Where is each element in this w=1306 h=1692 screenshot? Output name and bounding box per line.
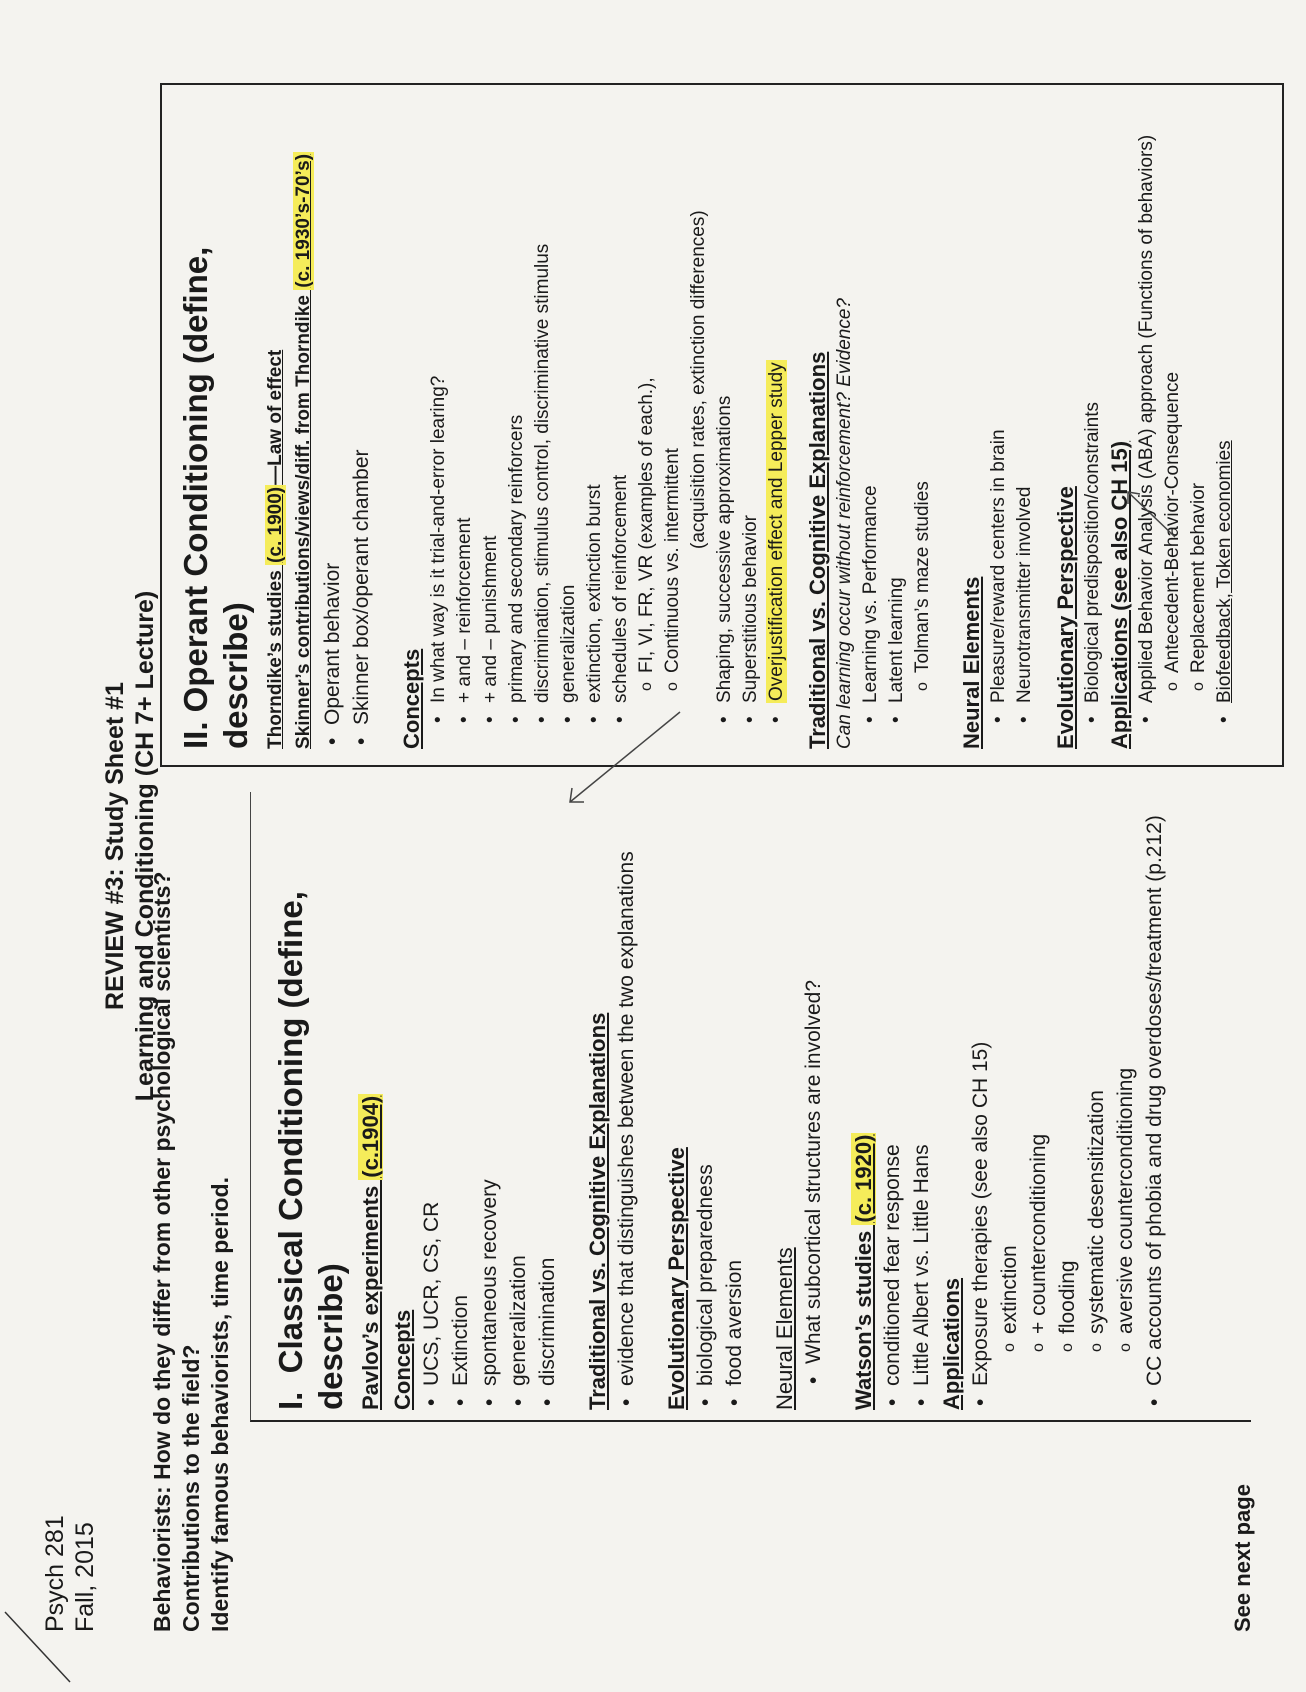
cc-accounts-item: • CC accounts of phobia and drug overdoses/treatment (p.212) [1140,800,1169,1410]
operant-concept: • extinction, extinction burst [582,99,608,727]
skinner-date: (c. 1930’s-70’s) [293,153,314,288]
question-1: Behaviorists: How do they differ from other psychological scientists? [149,871,175,1632]
classical-conditioning-box [250,792,1251,1422]
classical-concepts-heading: Concepts [390,1309,415,1410]
sheet-subtitle: Learning and Conditioning (CH 7+ Lecture) [131,590,159,1102]
operant-concept: • In what way is it trial-and-error learing? [426,99,452,727]
aba-subitem: o Antecedent-Behavior-Consequence [1160,99,1186,697]
thorndike-date: (c. 1900) [265,486,286,563]
pavlov-heading [357,800,385,1410]
pavlov-date: (c.1904) [358,1095,383,1178]
biofeedback-item: • Biofeedback, Token economies [1212,99,1238,727]
exposure-subitem: o systematic desensitization [1082,800,1111,1358]
evo-item: • biological preparedness [691,800,720,1410]
operant-apps-heading: Applications (see also CH 15) [1107,440,1132,749]
concept-item: • UCS, UCR, CS, CR [417,800,446,1410]
operant-more-item: • Shaping, successive approximations [712,99,738,727]
operant-concept: • generalization [556,99,582,727]
annotation-arrow-icon [560,702,690,812]
classical-evo-heading: Evolutionary Perspective [664,1147,689,1410]
operant-neural-item: • Neurotransmitter involved [1012,99,1038,727]
annotation-arrow-icon [1120,482,1180,542]
evo-item: • food aversion [720,800,749,1410]
operant-more-item: • Superstitious behavior [738,99,764,727]
tolman-item: o Tolman’s maze studies [910,99,936,697]
pen-stroke-icon [0,1602,80,1692]
course-term: Fall, 2015 [71,1522,99,1632]
operant-evo-heading: Evolutionary Perspective [1053,486,1078,749]
classical-neural-heading: Neural Elements [772,1247,797,1410]
concept-item: • generalization [504,800,533,1410]
skinner-text: Skinner’s contributions/views/diff. from Thorndike [293,289,314,749]
aba-subitem: o Replacement behavior [1186,99,1212,697]
watson-item: • Little Albert vs. Little Hans [907,800,936,1410]
operant-evo-item: • Biological predisposition/constraints [1080,99,1106,727]
schedule-subitem: o Continuous vs. intermittent [660,99,686,697]
exposure-subitem: o + counterconditioning [1024,800,1053,1358]
skinner-heading [290,99,318,749]
concept-item: • discrimination [533,800,562,1410]
operant-concept: • schedules of reinforcement [608,99,634,727]
sheet-title: REVIEW #3: Study Sheet #1 [101,682,129,1010]
schedule-note: (acquisition rates, extinction differences) [688,210,709,549]
schedule-subitem: o FI, VI, FR, VR (examples of each.), [634,99,660,697]
see-next-page: See next page [1230,1484,1255,1632]
question-3: Identify famous behaviorists, time period. [207,1177,233,1632]
classical-trad-heading: Traditional vs. Cognitive Explanations [585,1012,610,1410]
operant-concept: • + and – punishment [478,99,504,727]
thorndike-law: —Law of effect [265,349,286,485]
watson-text: Watson’s studies [851,1224,876,1410]
operant-trad-item: • Latent learning [884,99,910,727]
operant-trad-question: Can learning occur without reinforcement? Evidence? [834,298,855,749]
skinner-item: • Operant behavior [318,99,347,749]
operant-neural-heading: Neural Elements [959,576,984,749]
operant-neural-item: • Pleasure/reward centers in brain [986,99,1012,727]
concept-item: • spontaneous recovery [475,800,504,1410]
operant-concept: • discrimination, stimulus control, discriminative stimulus [530,99,556,727]
exposure-subitem: o flooding [1053,800,1082,1358]
concept-item: • Extinction [446,800,475,1410]
operant-concept: • primary and secondary reinforcers [504,99,530,727]
watson-item: • conditioned fear response [878,800,907,1410]
pavlov-text: Pavlov’s experiments [358,1179,383,1410]
operant-concept: • + and – reinforcement [452,99,478,727]
intro-questions [148,632,235,1632]
section-number: I. [272,1391,309,1410]
watson-heading [850,800,878,1410]
skinner-item: • Skinner box/operant chamber [347,99,376,749]
operant-more-item [764,99,790,727]
exposure-subitem: o extinction [995,800,1024,1358]
operant-concepts-heading: Concepts [399,648,424,749]
operant-conditioning-box [160,83,1284,767]
trad-item: • evidence that distinguishes between the two explanations [612,800,641,1410]
exposure-subitem: o aversive counterconditioning [1111,800,1140,1358]
thorndike-heading [262,99,290,749]
apps-item: • Exposure therapies (see also CH 15) [966,800,995,1410]
neural-item: • What subcortical structures are involved? [799,800,828,1388]
classical-apps-heading: Applications [939,1277,964,1410]
course-code: Psych 281 [41,1515,69,1632]
operant-trad-heading: Traditional vs. Cognitive Explanations [805,351,830,749]
operant-apps-item: • Applied Behavior Analysis (ABA) approach (Functions of behaviors) [1134,99,1160,727]
watson-date: (c. 1920) [851,1134,876,1223]
operant-title: II. Operant Conditioning (define, describe) [177,246,254,749]
classical-title [271,800,351,1410]
thorndike-text: Thorndike’s studies [265,564,286,749]
question-2: Contributions to the field? [178,1344,204,1632]
section-title-text: Classical Conditioning (define, describe) [272,891,349,1410]
operant-trad-item: • Learning vs. Performance [858,99,884,727]
overjustification-text: Overjustification effect and Lepper study [766,362,787,701]
